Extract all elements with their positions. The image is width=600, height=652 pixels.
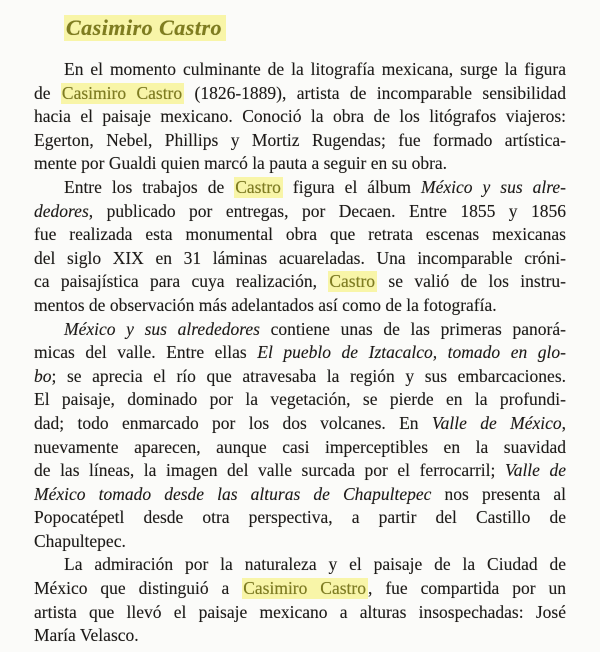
- paragraph: [34, 58, 566, 176]
- highlighted-text: Casimiro Castro: [243, 578, 367, 599]
- text-segment: de: [34, 82, 61, 103]
- text-line: [34, 412, 566, 436]
- paragraph: [34, 318, 566, 554]
- text-line: [34, 105, 566, 129]
- text-line: [34, 388, 566, 412]
- text-segment: , publicado por entregas, por Decaen. Entre 1855 y 1856: [88, 200, 566, 221]
- text-segment: figura el álbum: [282, 176, 422, 197]
- text-segment: hacia el paisaje mexicano. Conoció la obra de los litógrafos viajeros:: [34, 106, 566, 127]
- text-line: [34, 247, 566, 271]
- text-segment: , fue compartida por un: [368, 578, 566, 599]
- text-line: [34, 152, 566, 176]
- text-line: [34, 129, 566, 153]
- text-line: [34, 577, 566, 601]
- text-segment: mente por Gualdi quien marcó la pauta a seguir en su obra.: [34, 153, 448, 174]
- text-line: [34, 294, 566, 318]
- document-title: [64, 15, 566, 41]
- text-line: [34, 58, 566, 82]
- text-segment: La admiración por la naturaleza y el paisaje de la Ciudad de: [64, 554, 566, 575]
- italic-text: dedores: [34, 200, 89, 221]
- text-line: [34, 436, 566, 460]
- text-line: [34, 200, 566, 224]
- text-segment: nos presenta al: [431, 483, 566, 504]
- italic-text: México tomado desde las alturas de Chapultepec: [34, 483, 432, 504]
- text-segment: se valió de los instru-: [377, 271, 566, 292]
- paragraph: [34, 176, 566, 318]
- text-segment: México que distinguió a: [34, 578, 243, 599]
- highlighted-text: Casimiro Castro: [61, 82, 183, 103]
- text-segment: Egerton, Nebel, Phillips y Mortiz Rugendas; fue formado artística-: [34, 129, 566, 150]
- document-title-text: Casimiro Castro: [64, 15, 226, 41]
- text-segment: micas del valle. Entre ellas: [34, 342, 258, 363]
- italic-text: México y sus alre-: [421, 176, 566, 197]
- text-segment: (1826-1889), artista de incomparable sensibilidad: [184, 82, 566, 103]
- text-segment: Chapultepec.: [34, 530, 126, 551]
- text-segment: nuevamente aparecen, aunque casi imperceptibles en la suavidad: [34, 436, 566, 457]
- document-body: [34, 58, 566, 648]
- paragraph: [34, 553, 566, 647]
- italic-text: Valle de México: [431, 412, 562, 433]
- text-line: [34, 176, 566, 200]
- text-line: [34, 270, 566, 294]
- text-segment: En el momento culminante de la litografía mexicana, surge la figura: [64, 59, 566, 79]
- text-segment: El paisaje, dominado por la vegetación, se pierde en la profundi-: [34, 389, 566, 410]
- italic-text: Valle de: [504, 460, 566, 481]
- text-line: [34, 341, 566, 365]
- highlighted-text: Castro: [235, 176, 281, 197]
- text-line: [34, 601, 566, 625]
- text-segment: contiene unas de las primeras panorá-: [259, 318, 566, 339]
- italic-text: El pueblo de Iztacalco, tomado en glo-: [257, 342, 566, 363]
- text-line: [34, 483, 566, 507]
- italic-text: México y sus alrededores: [64, 318, 260, 339]
- text-segment: ca paisajística para cuya realización,: [34, 271, 329, 292]
- text-line: [34, 624, 566, 648]
- text-line: [34, 223, 566, 247]
- text-segment: ; se aprecia el río que atravesaba la región y sus embarcaciones.: [51, 365, 566, 386]
- text-line: [34, 365, 566, 389]
- text-segment: Popocatépetl desde otra perspectiva, a partir del Castillo de: [34, 507, 566, 528]
- italic-text: bo: [34, 365, 52, 386]
- text-segment: de las líneas, la imagen del valle surcada por el ferrocarril;: [34, 460, 505, 481]
- text-segment: fue realizada esta monumental obra que retrata escenas mexicanas: [34, 224, 566, 245]
- text-line: [34, 459, 566, 483]
- text-segment: ,: [561, 412, 566, 433]
- text-line: [34, 318, 566, 342]
- text-line: [34, 530, 566, 554]
- text-line: [34, 82, 566, 106]
- text-segment: del siglo XIX en 31 láminas acuareladas. Una incomparable cróni-: [34, 247, 566, 268]
- text-segment: artista que llevó el paisaje mexicano a alturas insospechadas: José: [34, 601, 566, 622]
- text-line: [34, 553, 566, 577]
- text-segment: Entre los trabajos de: [64, 176, 235, 197]
- text-segment: mentos de observación más adelantados así como de la fotografía.: [34, 294, 497, 315]
- text-line: [34, 506, 566, 530]
- text-segment: dad; todo enmarcado por los dos volcanes. En: [34, 412, 432, 433]
- text-segment: María Velasco.: [34, 625, 139, 646]
- highlighted-text: Castro: [329, 271, 376, 292]
